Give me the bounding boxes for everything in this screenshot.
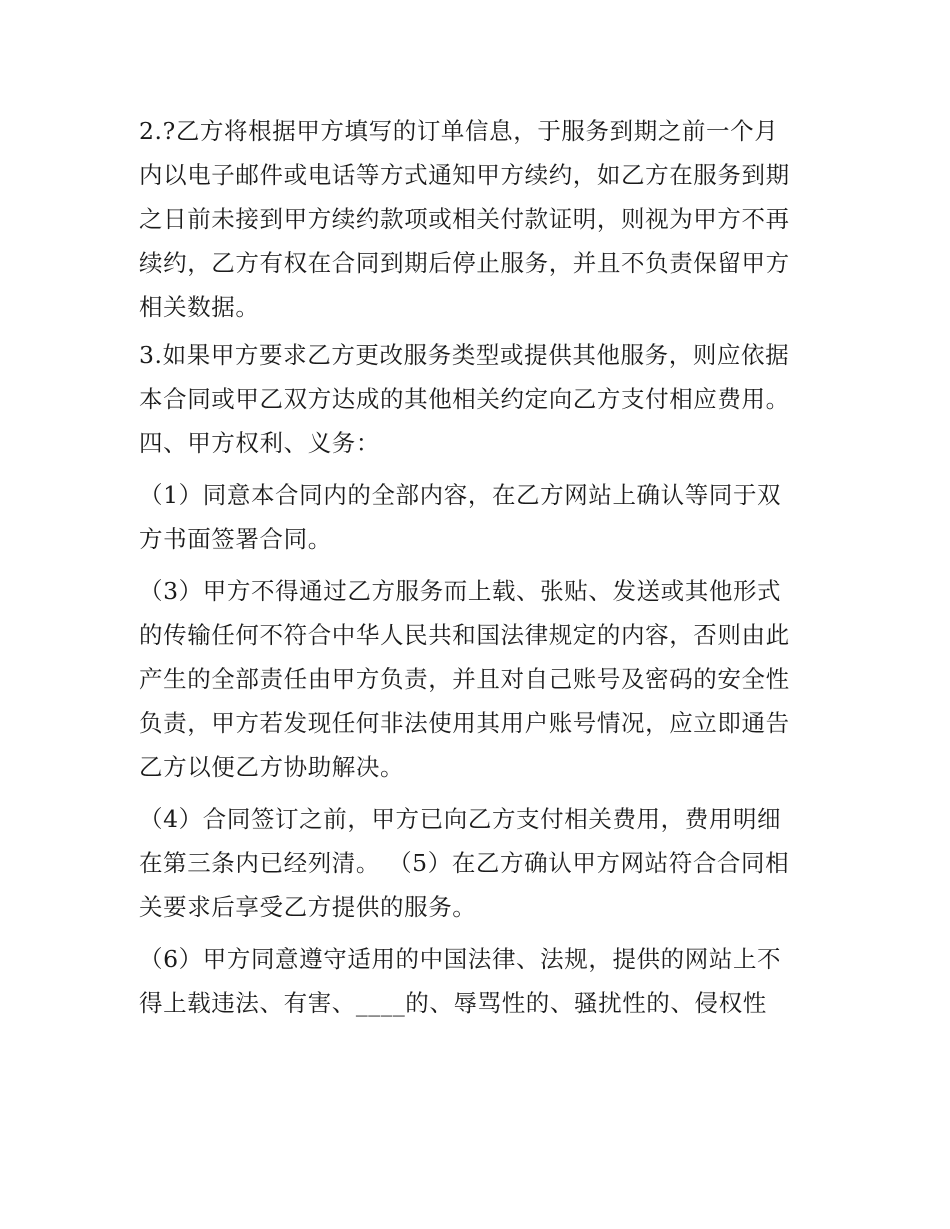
text-line: 续约，乙方有权在合同到期后停止服务，并且不负责保留甲方 (139, 249, 790, 277)
text-line: 产生的全部责任由甲方负责，并且对自己账号及密码的安全性 (139, 665, 790, 693)
section-heading-party-a-rights (139, 421, 819, 465)
text-line: 相关数据。 (139, 293, 260, 321)
text-line: 之日前未接到甲方续约款项或相关付款证明，则视为甲方不再 (139, 205, 790, 233)
text-line: 方书面签署合同。 (139, 525, 332, 553)
text-line: （3）甲方不得通过乙方服务而上载、张贴、发送或其他形式 (139, 577, 782, 605)
text-line: 四、甲方权利、义务： (139, 429, 380, 457)
paragraph-clause-4-5 (139, 797, 819, 929)
text-line: （1）同意本合同内的全部内容，在乙方网站上确认等同于双 (139, 481, 782, 509)
paragraph-clause-1 (139, 473, 819, 561)
text-line: 在第三条内已经列清。 （5）在乙方确认甲方网站符合合同相 (139, 849, 790, 877)
text-line: 3.如果甲方要求乙方更改服务类型或提供其他服务，则应依据 (139, 341, 790, 369)
paragraph-renewal-notice (139, 109, 819, 329)
text-line: 关要求后享受乙方提供的服务。 (139, 893, 477, 921)
text-line: 负责，甲方若发现任何非法使用其用户账号情况，应立即通告 (139, 709, 790, 737)
paragraph-clause-6 (139, 937, 819, 1025)
text-line: 本合同或甲乙双方达成的其他相关约定向乙方支付相应费用。 (139, 385, 790, 413)
text-line: 的传输任何不符合中华人民共和国法律规定的内容，否则由此 (139, 621, 790, 649)
text-line: 乙方以便乙方协助解决。 (139, 753, 405, 781)
paragraph-clause-3 (139, 569, 819, 789)
text-line: 2.?乙方将根据甲方填写的订单信息，于服务到期之前一个月 (139, 117, 779, 145)
text-line: （6）甲方同意遵守适用的中国法律、法规，提供的网站上不 (139, 945, 782, 973)
text-line: 内以电子邮件或电话等方式通知甲方续约，如乙方在服务到期 (139, 161, 790, 189)
text-line: （4）合同签订之前，甲方已向乙方支付相关费用，费用明细 (139, 805, 782, 833)
text-line: 得上载违法、有害、____的、辱骂性的、骚扰性的、侵权性 (139, 989, 767, 1017)
paragraph-service-change (139, 333, 819, 421)
document-body (139, 109, 819, 1025)
